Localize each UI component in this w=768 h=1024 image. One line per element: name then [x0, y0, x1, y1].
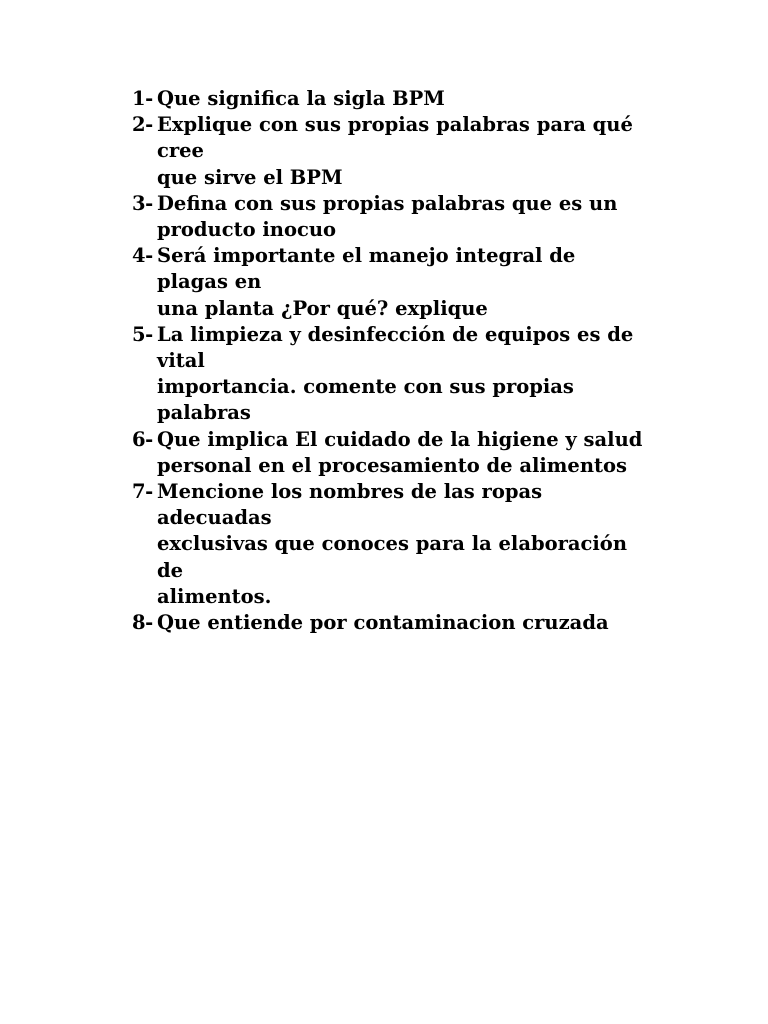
question-list: [132, 86, 652, 636]
question-text: Que significa la sigla BPM: [157, 87, 445, 110]
question-number: 5-: [132, 322, 153, 346]
question-text: Que implica El cuidado de la higiene y salud personal en el procesamiento de alimentos: [157, 427, 643, 477]
question-item-5: [132, 322, 652, 427]
question-text: Mencione los nombres de las ropas adecuadas exclusivas que conoces para la elaboración de alimentos.: [157, 480, 627, 608]
question-number: 6-: [132, 427, 153, 451]
question-item-1: [132, 86, 652, 112]
question-item-4: [132, 243, 652, 322]
question-number: 7-: [132, 480, 153, 504]
question-number: 4-: [132, 244, 153, 268]
question-number: 8-: [132, 611, 153, 635]
question-number: 2-: [132, 113, 153, 137]
question-item-3: [132, 191, 652, 243]
question-number: 1-: [132, 87, 153, 110]
question-item-8: [132, 610, 652, 636]
question-text: Defina con sus propias palabras que es un producto inocuo: [157, 191, 618, 242]
question-text: Explique con sus propias palabras para qué cree que sirve el BPM: [157, 113, 633, 189]
question-text: Que entiende por contaminacion cruzada: [157, 611, 609, 635]
question-text: La limpieza y desinfección de equipos es de vital importancia. comente con sus propias palabras: [157, 322, 634, 425]
question-item-7: [132, 479, 652, 610]
question-text: Será importante el manejo integral de plagas en una planta ¿Por qué? explique: [157, 244, 576, 320]
question-number: 3-: [132, 191, 153, 215]
question-item-6: [132, 427, 652, 479]
question-item-2: [132, 112, 652, 191]
